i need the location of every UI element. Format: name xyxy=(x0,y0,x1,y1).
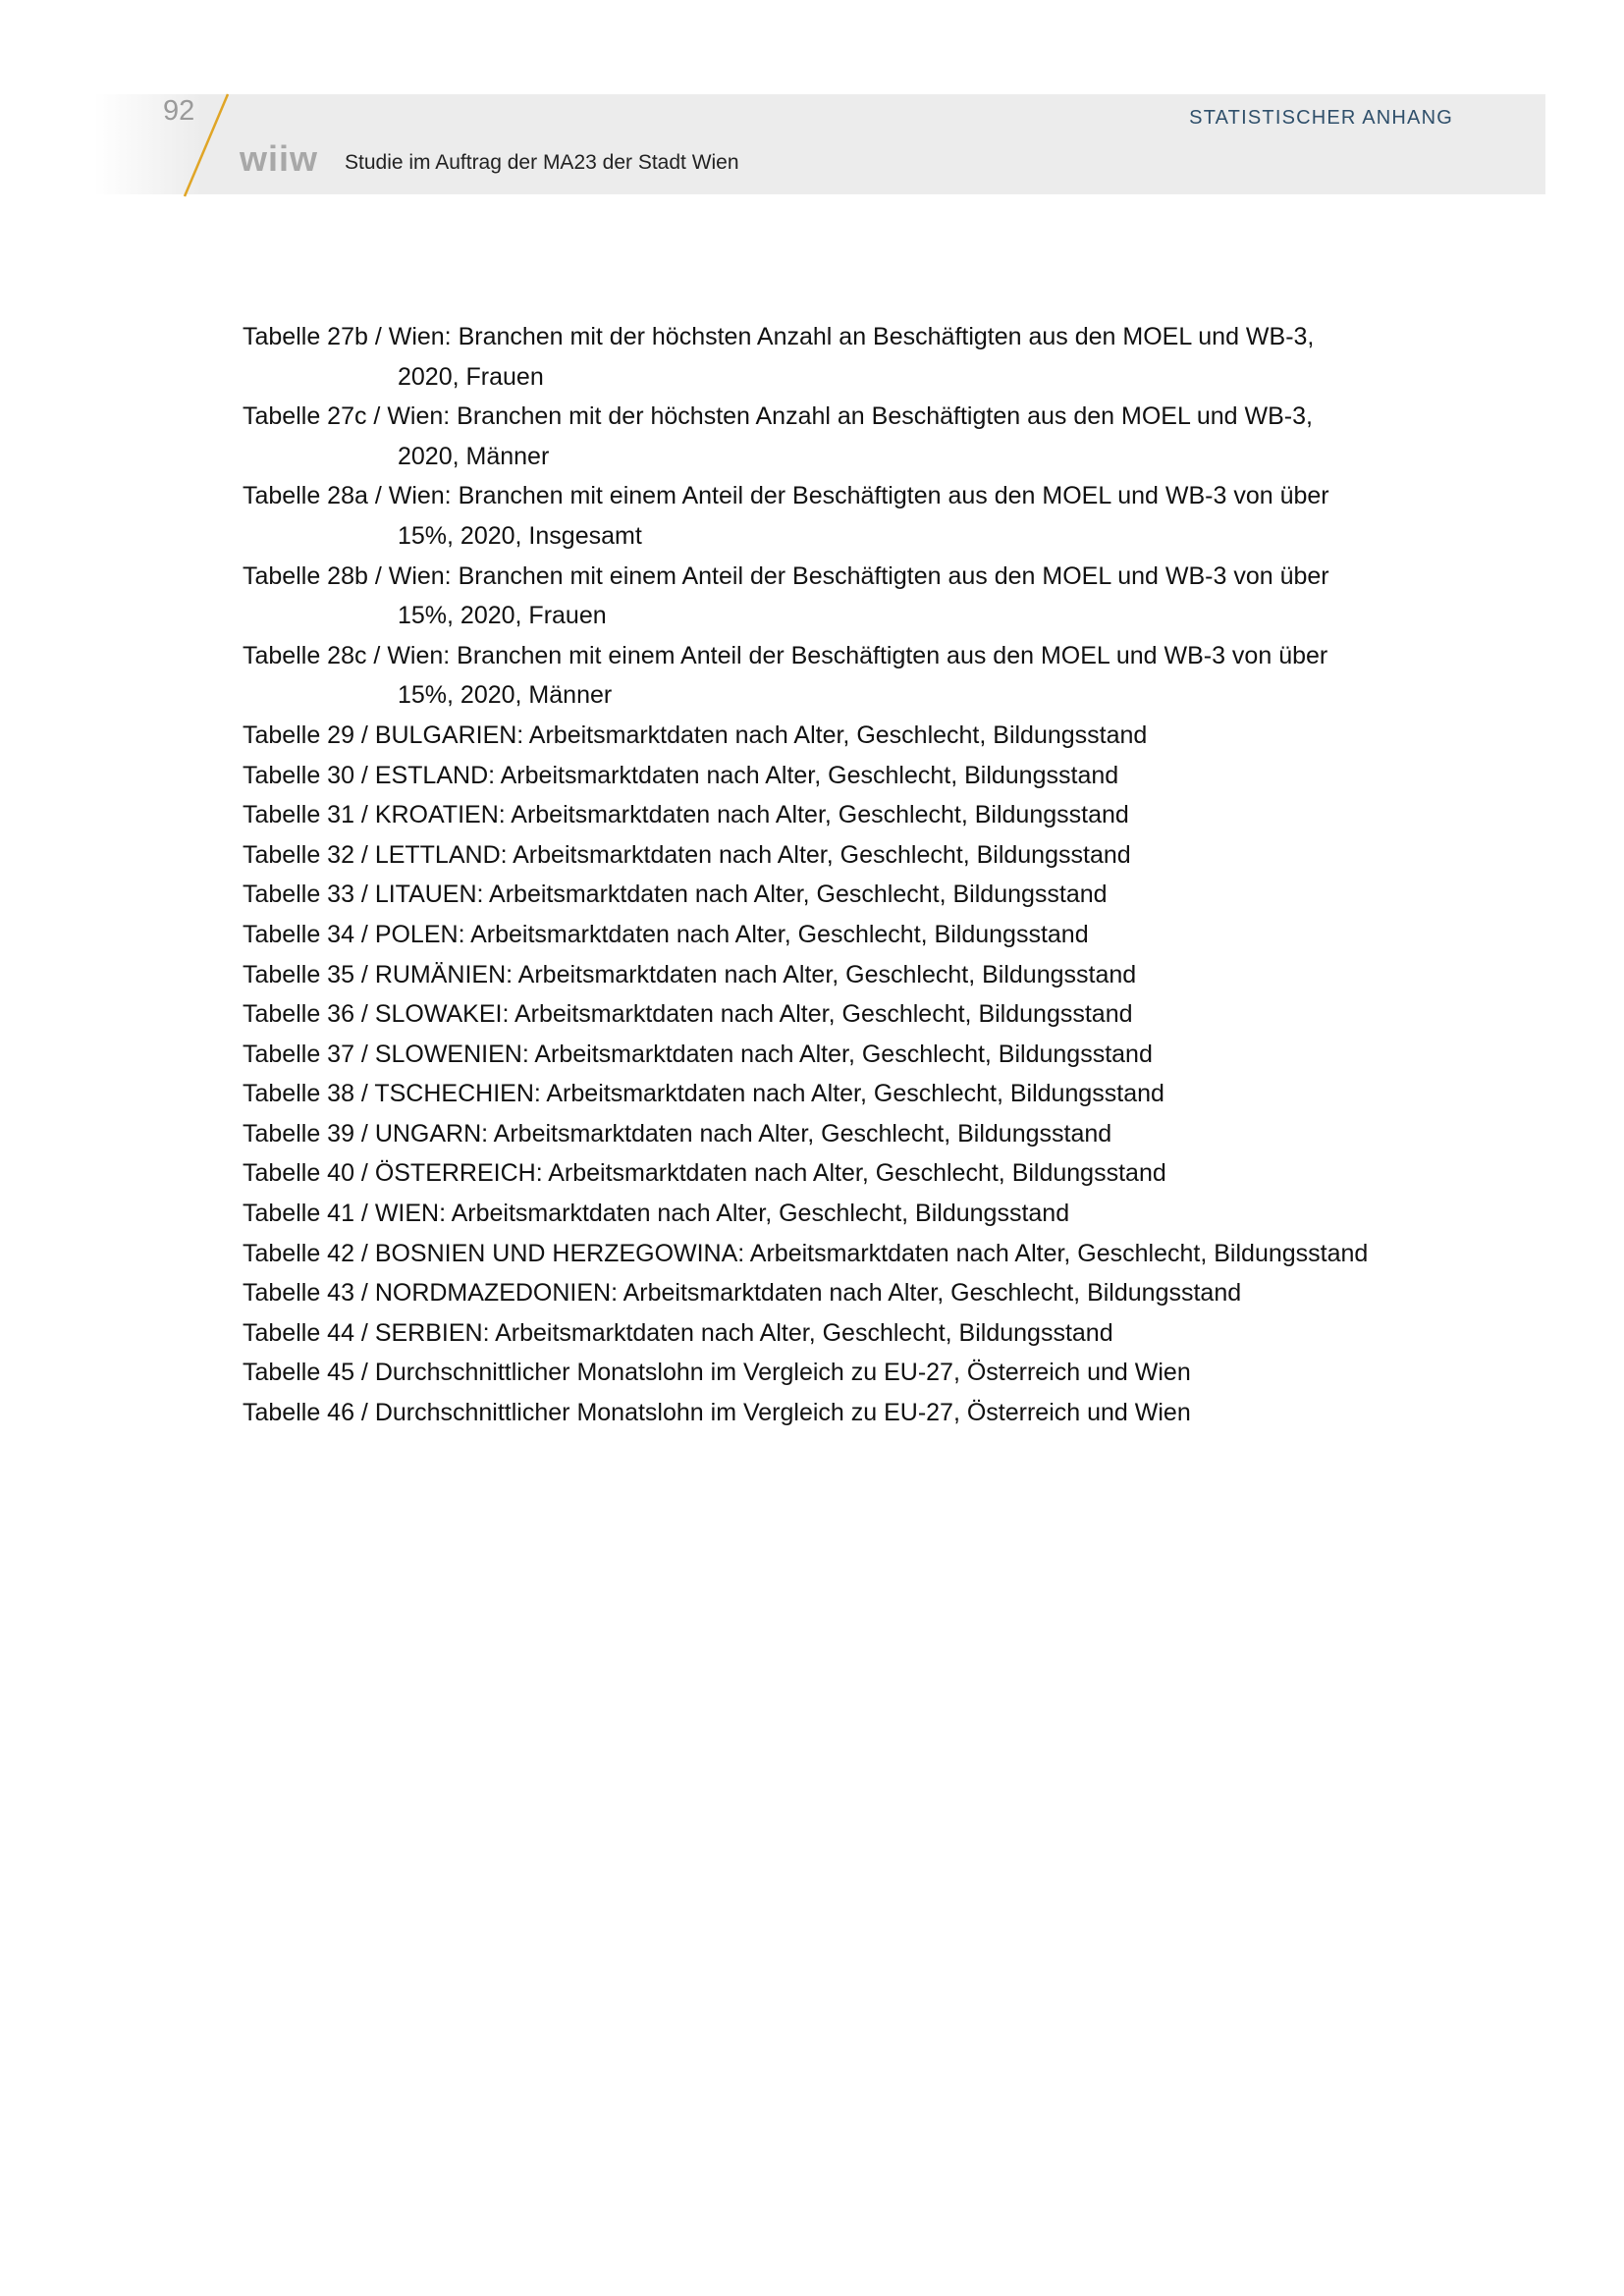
table-list-entry xyxy=(243,557,1480,636)
table-list-entry xyxy=(243,1153,1480,1194)
table-entry-title: Tabelle 33 / LITAUEN: Arbeitsmarktdaten nach Alter, Geschlecht, Bildungsstand xyxy=(243,881,1108,909)
table-entry-title: Tabelle 28c / Wien: Branchen mit einem Anteil der Beschäftigten aus den MOEL und WB-3 von über xyxy=(243,641,1328,669)
table-entry-title: Tabelle 28a / Wien: Branchen mit einem Anteil der Beschäftigten aus den MOEL und WB-3 von über xyxy=(243,482,1329,510)
table-entry-title: Tabelle 43 / NORDMAZEDONIEN: Arbeitsmarktdaten nach Alter, Geschlecht, Bildungsstand xyxy=(243,1279,1242,1308)
table-entry-title: Tabelle 31 / KROATIEN: Arbeitsmarktdaten nach Alter, Geschlecht, Bildungsstand xyxy=(243,801,1129,829)
table-list-entry xyxy=(243,1393,1480,1433)
table-entry-title: Tabelle 36 / SLOWAKEI: Arbeitsmarktdaten nach Alter, Geschlecht, Bildungsstand xyxy=(243,1000,1133,1029)
header-subtitle: Studie im Auftrag der MA23 der Stadt Wien xyxy=(345,151,739,174)
table-entry-title: Tabelle 27b / Wien: Branchen mit der höchsten Anzahl an Beschäftigten aus den MOEL und WB-3, xyxy=(243,323,1315,350)
table-list-entry xyxy=(243,716,1480,756)
table-entry-title-continuation: 2020, Frauen xyxy=(398,362,544,391)
table-list-entry xyxy=(243,1353,1480,1393)
table-list-entry xyxy=(243,875,1480,915)
table-entry-title: Tabelle 34 / POLEN: Arbeitsmarktdaten nach Alter, Geschlecht, Bildungsstand xyxy=(243,920,1089,948)
table-entry-title: Tabelle 46 / Durchschnittlicher Monatslohn im Vergleich zu EU-27, Österreich und Wien xyxy=(243,1399,1191,1427)
table-entry-title-continuation: 15%, 2020, Insgesamt xyxy=(398,521,642,550)
page-number: 92 xyxy=(163,95,195,127)
table-list-entry xyxy=(243,915,1480,955)
table-entry-title: Tabelle 35 / RUMÄNIEN: Arbeitsmarktdaten nach Alter, Geschlecht, Bildungsstand xyxy=(243,960,1137,988)
table-list-entry xyxy=(243,955,1480,995)
table-list-entry xyxy=(243,1074,1480,1114)
table-list-entry xyxy=(243,476,1480,556)
table-list-entry xyxy=(243,835,1480,876)
table-list-entry xyxy=(243,1234,1480,1274)
table-entry-title: Tabelle 27c / Wien: Branchen mit der höchsten Anzahl an Beschäftigten aus den MOEL und WB-3, xyxy=(243,402,1313,431)
table-entry-title-continuation: 15%, 2020, Frauen xyxy=(398,602,607,630)
table-list xyxy=(243,317,1480,1433)
table-entry-title: Tabelle 38 / TSCHECHIEN: Arbeitsmarktdaten nach Alter, Geschlecht, Bildungsstand xyxy=(243,1080,1164,1108)
section-label: STATISTISCHER ANHANG xyxy=(1189,107,1453,129)
table-entry-title: Tabelle 32 / LETTLAND: Arbeitsmarktdaten nach Alter, Geschlecht, Bildungsstand xyxy=(243,840,1131,869)
table-entry-title: Tabelle 45 / Durchschnittlicher Monatslohn im Vergleich zu EU-27, Österreich und Wien xyxy=(243,1359,1191,1387)
table-entry-title: Tabelle 30 / ESTLAND: Arbeitsmarktdaten nach Alter, Geschlecht, Bildungsstand xyxy=(243,761,1119,789)
table-list-entry xyxy=(243,397,1480,476)
table-list-entry xyxy=(243,1273,1480,1313)
table-entry-title-continuation: 15%, 2020, Männer xyxy=(398,681,613,710)
header-accent-slash xyxy=(179,92,238,198)
table-entry-title: Tabelle 37 / SLOWENIEN: Arbeitsmarktdaten nach Alter, Geschlecht, Bildungsstand xyxy=(243,1040,1153,1068)
table-entry-title: Tabelle 40 / ÖSTERREICH: Arbeitsmarktdaten nach Alter, Geschlecht, Bildungsstand xyxy=(243,1159,1166,1188)
table-entry-title: Tabelle 39 / UNGARN: Arbeitsmarktdaten nach Alter, Geschlecht, Bildungsstand xyxy=(243,1119,1112,1148)
table-list-entry xyxy=(243,795,1480,835)
table-list-entry xyxy=(243,317,1480,397)
table-list-entry xyxy=(243,994,1480,1035)
table-list-entry xyxy=(243,1114,1480,1154)
table-list-entry xyxy=(243,1035,1480,1075)
table-entry-title: Tabelle 42 / BOSNIEN UND HERZEGOWINA: Arbeitsmarktdaten nach Alter, Geschlecht, Bildungsstand xyxy=(243,1239,1369,1267)
table-entry-title: Tabelle 28b / Wien: Branchen mit einem Anteil der Beschäftigten aus den MOEL und WB-3 von über xyxy=(243,561,1329,590)
table-list-entry xyxy=(243,1194,1480,1234)
table-list-entry xyxy=(243,636,1480,716)
wiiw-logo: wiiw xyxy=(240,138,319,179)
table-entry-title: Tabelle 29 / BULGARIEN: Arbeitsmarktdaten nach Alter, Geschlecht, Bildungsstand xyxy=(243,721,1148,749)
table-entry-title: Tabelle 44 / SERBIEN: Arbeitsmarktdaten nach Alter, Geschlecht, Bildungsstand xyxy=(243,1318,1113,1347)
table-list-entry xyxy=(243,1313,1480,1354)
table-entry-title-continuation: 2020, Männer xyxy=(398,442,550,470)
table-list-entry xyxy=(243,756,1480,796)
table-entry-title: Tabelle 41 / WIEN: Arbeitsmarktdaten nach Alter, Geschlecht, Bildungsstand xyxy=(243,1200,1070,1228)
